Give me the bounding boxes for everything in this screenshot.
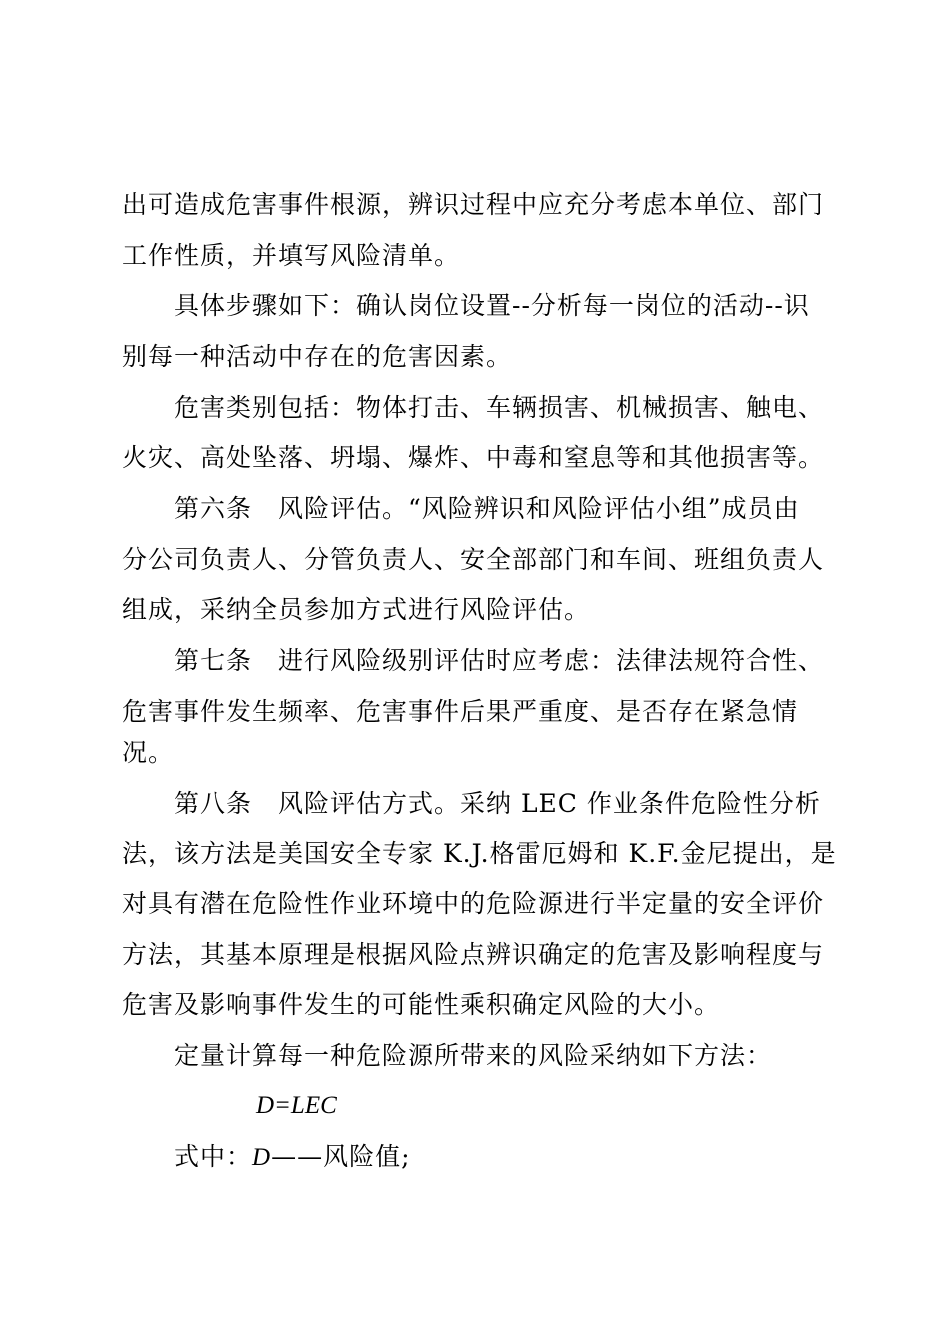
paragraph-line: 分公司负责人、分管负责人、安全部部门和车间、班组负责人 xyxy=(122,545,825,574)
paragraph-line: 危害事件发生频率、危害事件后果严重度、是否存在紧急情 xyxy=(122,697,799,726)
paragraph-line: 危害类别包括：物体打击、车辆损害、机械损害、触电、 xyxy=(174,393,825,422)
definition-prefix: 式中： xyxy=(174,1142,253,1171)
paragraph-line: 具体步骤如下：确认岗位设置--分析每一岗位的活动--识 xyxy=(174,291,810,320)
paragraph-line: 法，该方法是美国安全专家 K.J.格雷厄姆和 K.F.金尼提出，是 xyxy=(122,839,837,868)
paragraph-line: 火灾、高处坠落、坍塌、爆炸、中毒和窒息等和其他损害等。 xyxy=(122,443,825,472)
paragraph-line: 定量计算每一种危险源所带来的风险采纳如下方法： xyxy=(174,1041,773,1070)
definition-text: ——风险值; xyxy=(271,1142,411,1171)
paragraph-line: 组成，采纳全员参加方式进行风险评估。 xyxy=(122,595,591,624)
definition-symbol: D xyxy=(252,1144,272,1171)
article-heading-line: 第六条 风险评估。“风险辨识和风险评估小组”成员由 xyxy=(174,494,800,523)
formula-definition xyxy=(174,1141,411,1174)
article-heading-line: 第七条 进行风险级别评估时应考虑：法律法规符合性、 xyxy=(174,646,825,675)
paragraph-line: 工作性质，并填写风险清单。 xyxy=(122,241,461,270)
formula: D=LEC xyxy=(256,1092,337,1119)
paragraph-line: 方法，其基本原理是根据风险点辨识确定的危害及影响程度与 xyxy=(122,940,825,969)
paragraph-line: 出可造成危害事件根源，辨识过程中应充分考虑本单位、部门 xyxy=(122,190,825,219)
paragraph-line: 别每一种活动中存在的危害因素。 xyxy=(122,342,513,371)
paragraph-line: 况。 xyxy=(122,738,175,767)
paragraph-line: 危害及影响事件发生的可能性乘积确定风险的大小。 xyxy=(122,990,721,1019)
article-heading-line: 第八条 风险评估方式。采纳 LEC 作业条件危险性分析 xyxy=(174,789,821,818)
paragraph-line: 对具有潜在危险性作业环境中的危险源进行半定量的安全评价 xyxy=(122,889,825,918)
